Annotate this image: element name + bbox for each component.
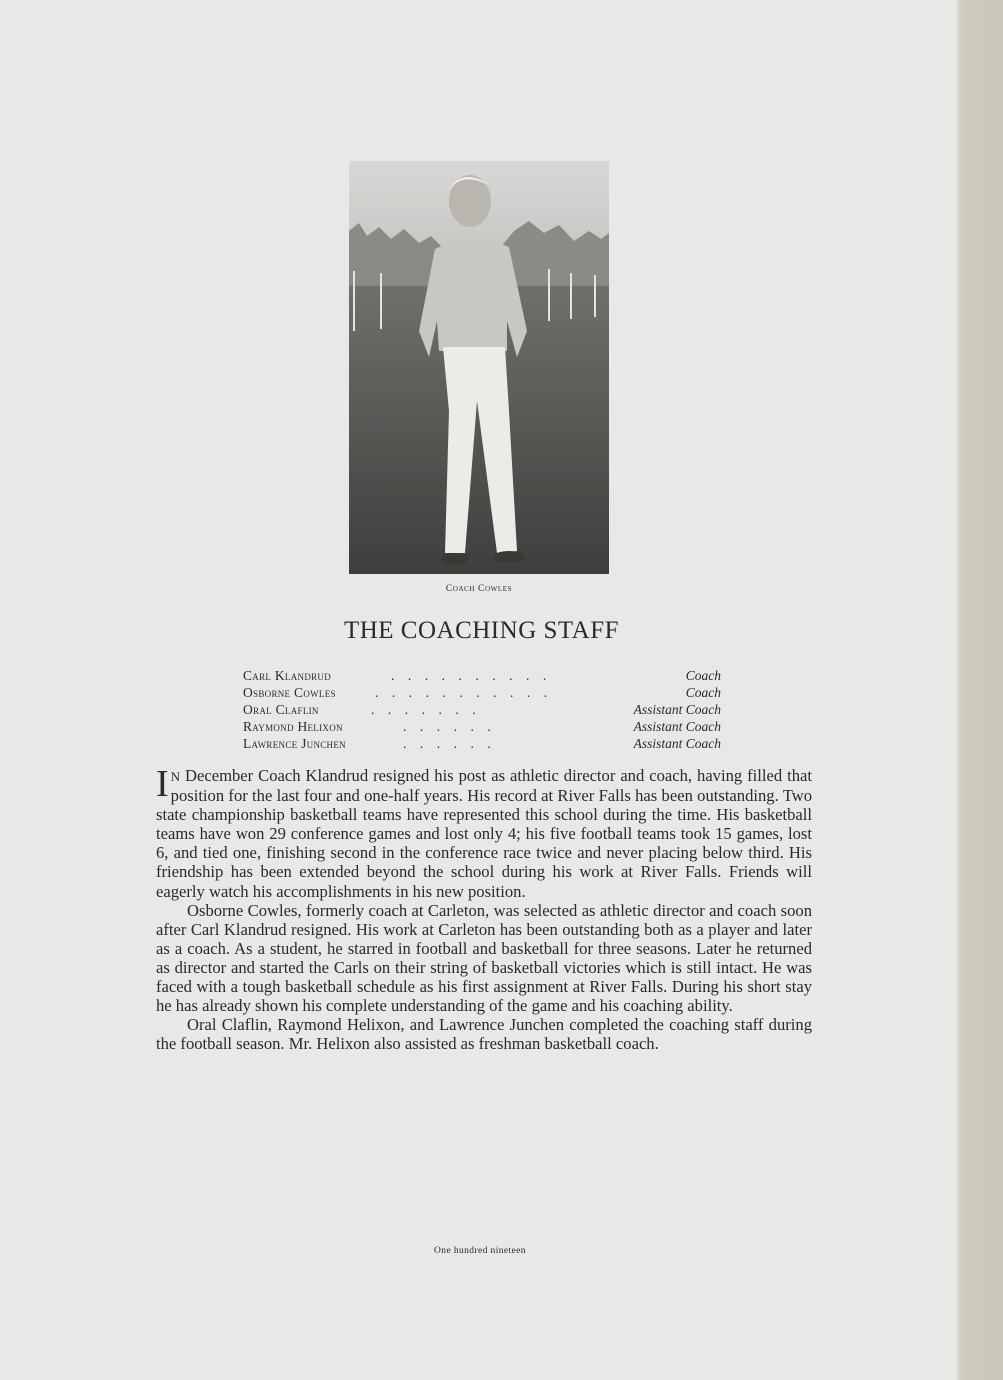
staff-role: Assistant Coach <box>633 702 721 717</box>
staff-row <box>243 718 723 735</box>
page-number: One hundred nineteen <box>434 1246 526 1256</box>
leader-dots: . . . . . . . . . . . <box>375 685 548 700</box>
paragraph: Osborne Cowles, formerly coach at Carleton, was selected as athletic director and coach soon after Carl Klandrud resigned. His work at Carleton has been outstanding both as a player and later as a coach. As a student, he starred in football and basketball for three seasons. Later he returned as director and started the Carls on their string of basketball victories which is still intact. He was faced with a tough basketball schedule as his first assignment at River Falls. During his short stay he has already shown his complete understanding of the game and his coaching ability. <box>156 900 812 1016</box>
paragraph-text: December Coach Klandrud resigned his post as athletic director and coach, having filled that position for the last four and one-half years. His record at River Falls has been outstanding. Two state championship basketball teams have represented this school during the time. His basketball teams have won 29 conference games and lost only 4; his five football teams took 15 games, lost 6, and tied one, finishing second in the conference race twice and never placing below third. His friendship has been extended beyond the school during his work at River Falls. Friends will eagerly watch his accomplishments in his new position. <box>156 766 812 901</box>
page-title: THE COACHING STAFF <box>343 617 620 644</box>
staff-name: Lawrence Junchen <box>243 736 346 751</box>
page-edge <box>957 0 1003 1380</box>
lead-in: N <box>170 769 181 784</box>
staff-name: Osborne Cowles <box>243 685 336 700</box>
staff-role: Coach <box>685 668 721 683</box>
drop-cap: I <box>156 763 169 805</box>
staff-role: Coach <box>685 685 721 700</box>
leader-dots: . . . . . . . <box>371 702 476 717</box>
staff-row <box>243 701 723 718</box>
staff-row <box>243 735 723 752</box>
staff-role: Assistant Coach <box>633 736 721 751</box>
staff-name: Oral Claflin <box>243 702 319 717</box>
staff-list <box>243 667 723 752</box>
paragraph <box>156 763 812 901</box>
staff-row <box>243 684 723 701</box>
staff-name: Carl Klandrud <box>243 668 332 683</box>
coach-photo <box>349 161 609 574</box>
paragraph: Oral Claflin, Raymond Helixon, and Lawrence Junchen completed the coaching staff during the football season. Mr. Helixon also assisted as freshman basketball coach. <box>156 1015 812 1054</box>
photo-caption: Coach Cowles <box>445 584 513 594</box>
staff-name: Raymond Helixon <box>243 719 343 734</box>
article-body <box>156 763 812 1054</box>
leader-dots: . . . . . . . . . . <box>391 668 547 683</box>
leader-dots: . . . . . . <box>403 736 491 751</box>
staff-role: Assistant Coach <box>633 719 721 734</box>
staff-row <box>243 667 723 684</box>
leader-dots: . . . . . . <box>403 719 491 734</box>
